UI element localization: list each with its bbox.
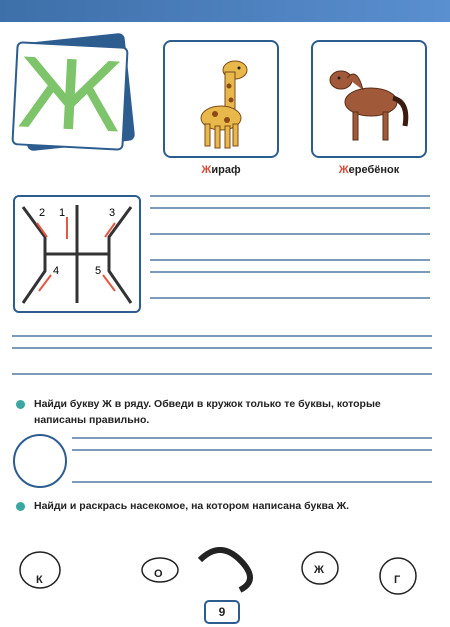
stroke-number: 5	[95, 265, 102, 277]
stroke-number: 1	[59, 207, 66, 219]
bug-letter: О	[154, 568, 163, 580]
giraffe-caption-rest: ираф	[211, 164, 241, 176]
bug-letter: Ж	[314, 564, 324, 576]
task-2	[16, 498, 426, 514]
stroke-order-card	[13, 195, 141, 313]
big-letter: Ж	[15, 37, 125, 155]
foal-illustration	[313, 42, 425, 156]
foal-caption-rest: еребёнок	[348, 164, 400, 176]
task-1-text: Найди букву Ж в ряду. Обведи в кружок только те буквы, которые написаны правильно.	[34, 398, 381, 426]
giraffe-picture-card	[163, 40, 279, 158]
task-2-text: Найди и раскрась насекомое, на котором написана буква Ж.	[34, 500, 350, 512]
insects-illustration	[10, 520, 440, 600]
bug-letter: Г	[394, 574, 401, 586]
task-bullet	[16, 502, 25, 511]
stroke-number: 2	[39, 207, 46, 219]
foal-caption-letter: Ж	[338, 164, 349, 176]
tracing-rows-top	[150, 190, 430, 320]
giraffe-caption	[163, 164, 279, 176]
top-banner	[0, 0, 450, 22]
letter-card	[11, 37, 128, 155]
stroke-number: 3	[109, 207, 116, 219]
tracing-row-bottom	[12, 330, 432, 390]
task-bullet	[16, 400, 25, 409]
giraffe-caption-letter: Ж	[201, 164, 212, 176]
task-1	[16, 396, 426, 428]
stroke-order-diagram	[15, 197, 139, 311]
bug-letter: К	[36, 574, 43, 586]
foal-picture-card	[311, 40, 427, 158]
page-number: 9	[204, 600, 240, 624]
letter-recognition-row	[12, 432, 432, 490]
foal-caption	[311, 164, 427, 176]
stroke-number: 4	[53, 265, 60, 277]
giraffe-illustration	[165, 42, 277, 156]
